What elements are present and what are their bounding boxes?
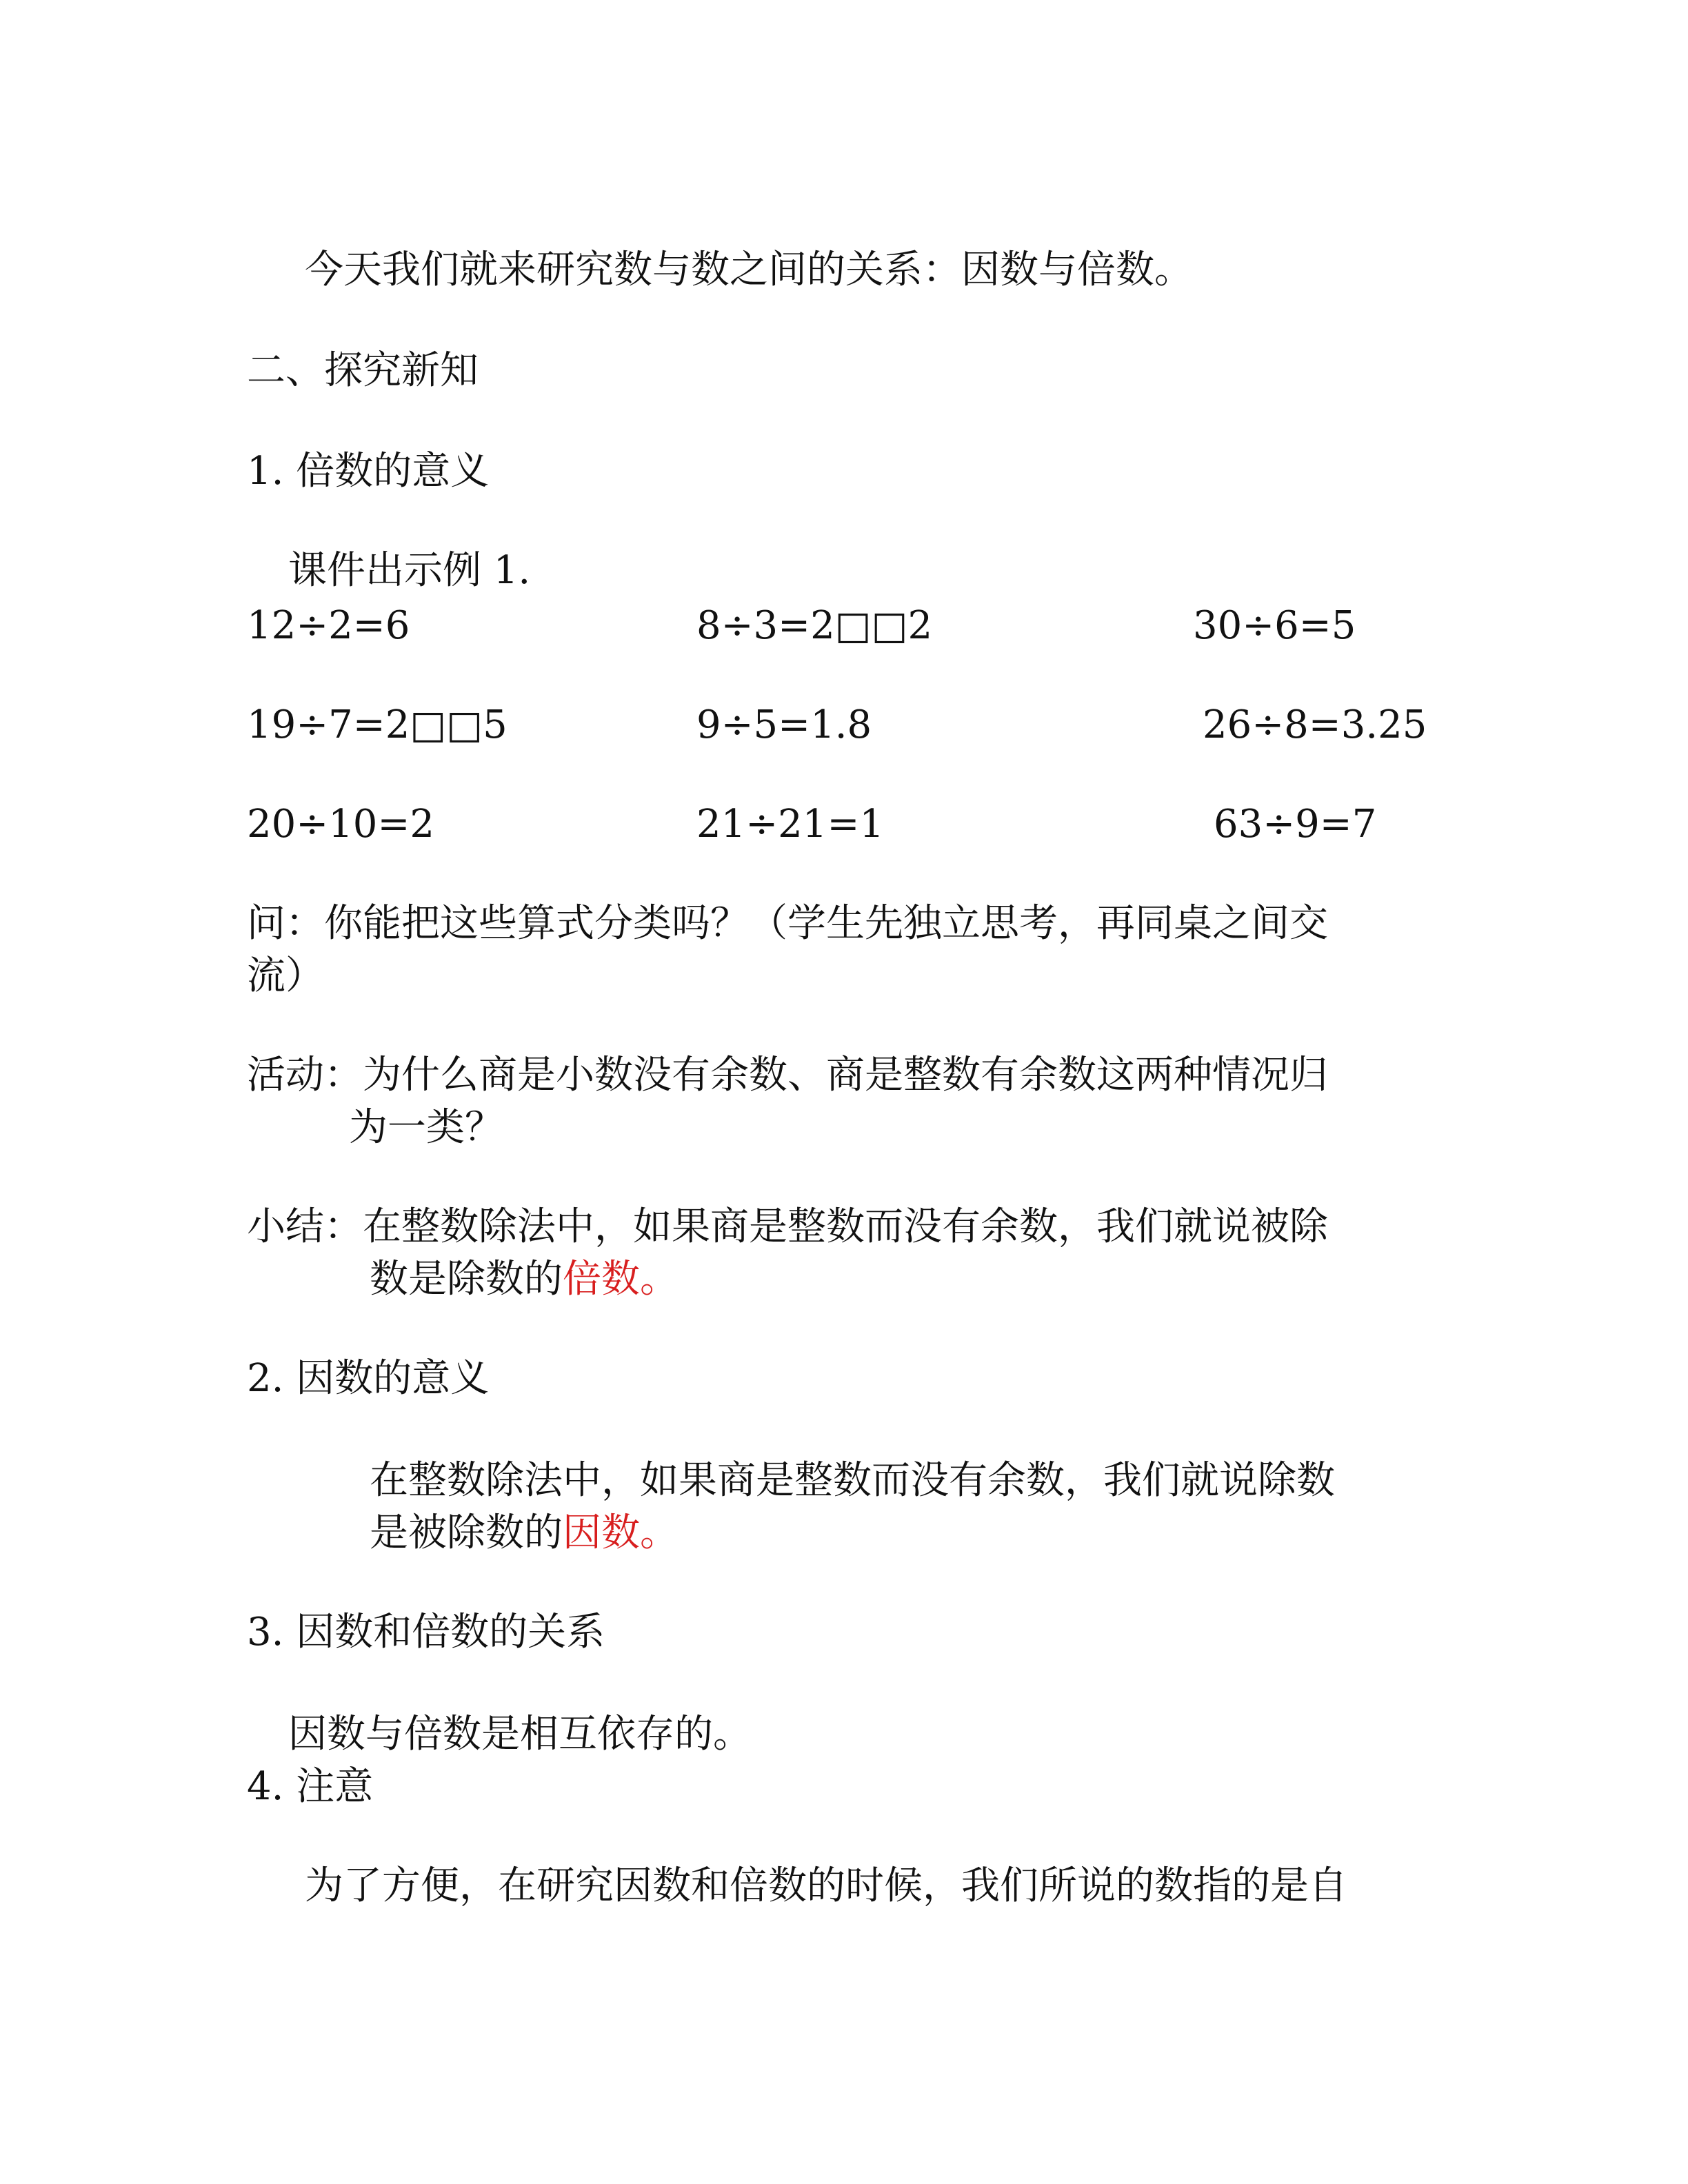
section-heading: 二、探究新知: [247, 348, 479, 393]
equation: 19÷7=2□□5: [247, 702, 508, 747]
equation: 12÷2=6: [247, 603, 410, 648]
question-line: 流）: [247, 953, 324, 998]
equation: 26÷8=3.25: [1203, 702, 1427, 747]
question-line: 问：你能把这些算式分类吗？（学生先独立思考，再同桌之间交: [247, 901, 1328, 946]
summary-line: 小结：在整数除法中，如果商是整数而没有余数，我们就说被除: [247, 1204, 1328, 1249]
equation: 63÷9=7: [1214, 802, 1377, 847]
equation: 21÷21=1: [696, 802, 884, 847]
note-line: 为了方便，在研究因数和倍数的时候，我们所说的数指的是自: [305, 1863, 1347, 1908]
summary-text: 数是除数的: [370, 1257, 563, 1302]
activity-line: 活动：为什么商是小数没有余数、商是整数有余数这两种情况归: [247, 1053, 1328, 1098]
factor-definition-line: 在整数除法中，如果商是整数而没有余数，我们就说除数: [370, 1458, 1335, 1503]
equation: 20÷10=2: [247, 802, 434, 847]
item-heading-factor: 2. 因数的意义: [247, 1356, 490, 1401]
equation: 30÷6=5: [1193, 603, 1356, 648]
summary-line: [370, 1257, 679, 1302]
factor-definition-line: [370, 1510, 679, 1555]
term-factor-highlight: 因数。: [563, 1510, 679, 1555]
equation: 9÷5=1.8: [696, 702, 872, 747]
item-heading-relation: 3. 因数和倍数的关系: [247, 1610, 605, 1655]
item-heading-multiple: 1. 倍数的意义: [247, 449, 490, 494]
activity-line: 为一类？: [349, 1105, 503, 1150]
item-heading-note: 4. 注意: [247, 1764, 374, 1809]
example-label: 课件出示例 1.: [288, 548, 531, 593]
term-multiple-highlight: 倍数。: [563, 1257, 679, 1302]
relation-text: 因数与倍数是相互依存的。: [288, 1712, 752, 1757]
equation: 8÷3=2□□2: [696, 603, 933, 648]
intro-paragraph: 今天我们就来研究数与数之间的关系：因数与倍数。: [305, 247, 1193, 292]
factor-text: 是被除数的: [370, 1510, 563, 1555]
